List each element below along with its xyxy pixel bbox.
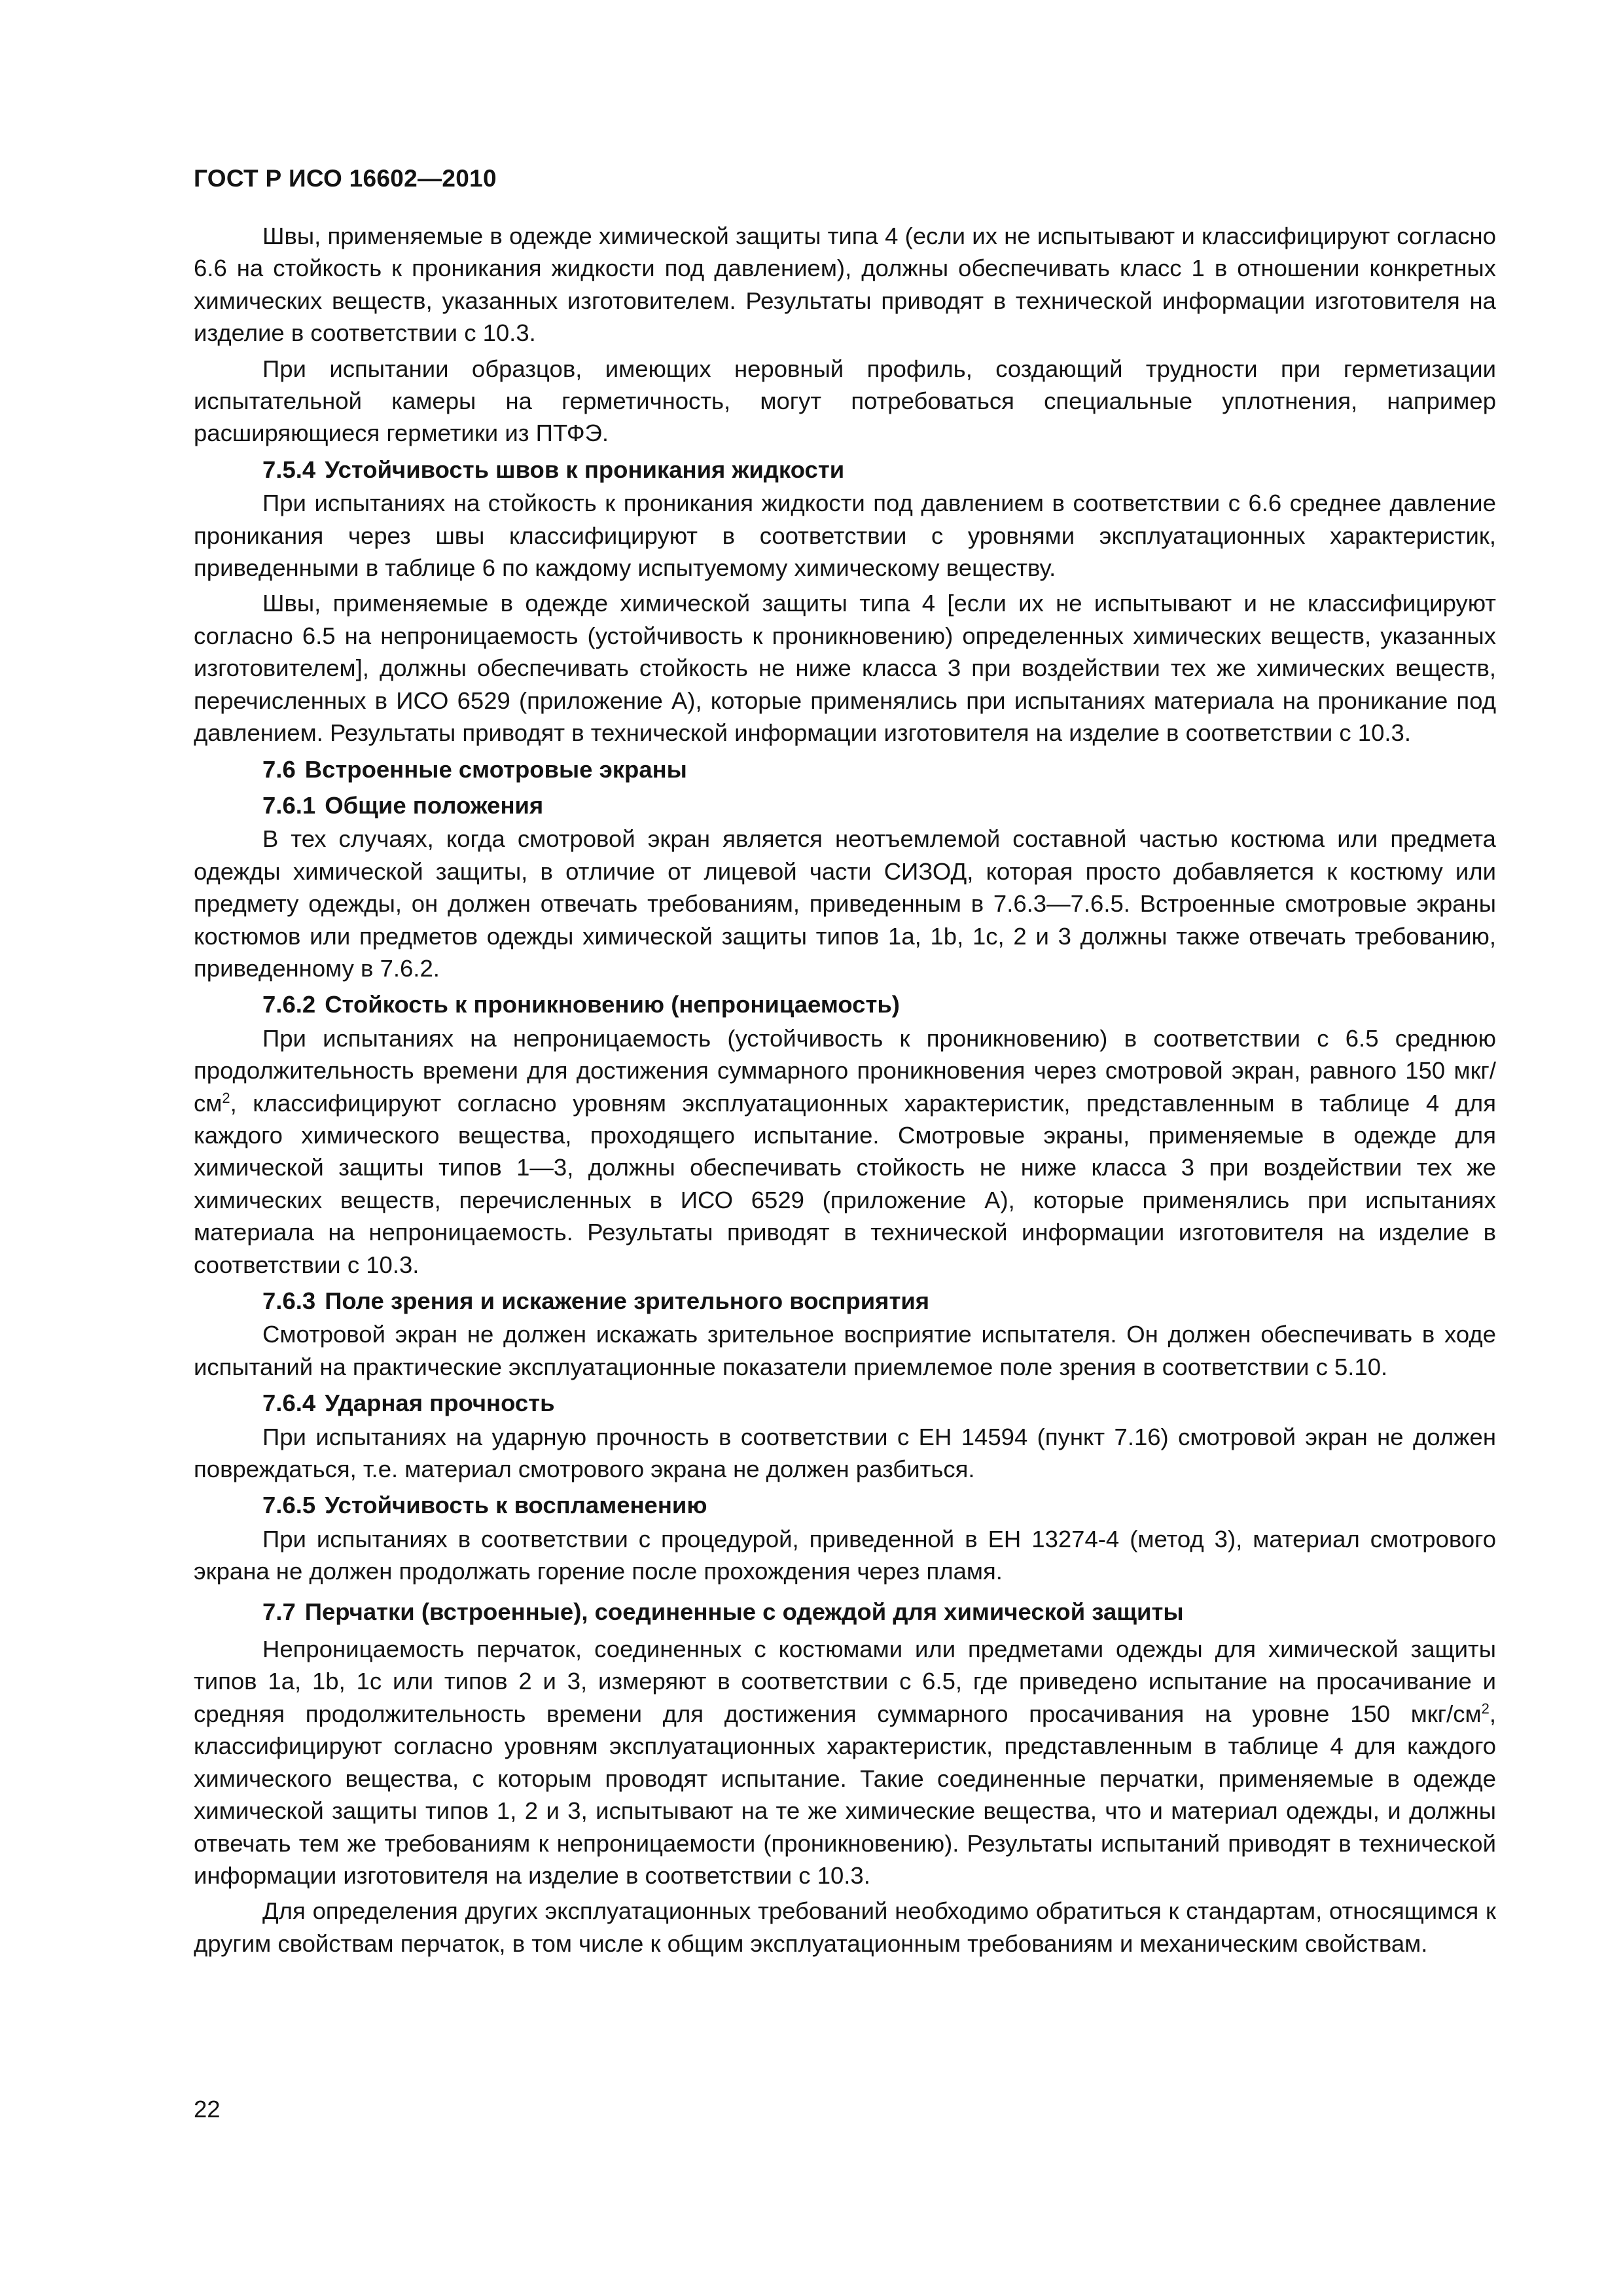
paragraph: При испытаниях на ударную прочность в соответствии с ЕН 14594 (пункт 7.16) смотровой экран не должен повреждаться, т.е. материал смотрового экрана не должен разбиться.	[194, 1423, 1496, 1483]
section-title: Поле зрения и искажение зрительного восприятия	[325, 1287, 930, 1314]
section-heading-7-6-3	[194, 1285, 1496, 1317]
section-heading-7-7	[194, 1596, 1496, 1628]
section-heading-7-6-2	[194, 988, 1496, 1020]
paragraph-text: , классифицируют согласно уровням эксплуатационных характеристик, представленным в таблице 4 для каждого химического вещества, с которым проводят испытание. Такие соединенные перчатки, применяемые в одежде химической защиты типов 1, 2 и 3, испытывают на те же химические вещества, что и материал одежды, и должны отвечать тем же требованиям к непроницаемости (проникновению). Результаты испытаний приводят в технической информации изготовителя на изделие в соответствии с 10.3.	[194, 1700, 1496, 1889]
section-number: 7.6.3	[262, 1287, 316, 1314]
section-title: Общие положения	[325, 791, 544, 819]
paragraph-text: Непроницаемость перчаток, соединенных с костюмами или предметами одежды для химической защиты типов 1a, 1b, 1c или типов 2 и 3, измеряют в соответствии с 6.5, где приведено испытание на просачивание и средняя продолжительность времени для достижения суммарного просачивания на уровне 150 мкг/см	[194, 1636, 1496, 1727]
paragraph: Швы, применяемые в одежде химической защиты типа 4 (если их не испытывают и классифицируют согласно 6.6 на стойкость к проникания жидкости под давлением), должны обеспечивать класс 1 в отношении конкретных химических веществ, указанных изготовителем. Результаты приводят в технической информации изготовителя на изделие в соответствии с 10.3.	[194, 223, 1496, 347]
paragraph: Смотровой экран не должен искажать зрительное восприятие испытателя. Он должен обеспечивать в ходе испытаний на практические эксплуатационные показатели приемлемое поле зрения в соответствии с 5.10.	[194, 1321, 1496, 1380]
section-number: 7.6.1	[262, 791, 316, 819]
section-title: Встроенные смотровые экраны	[304, 755, 687, 783]
section-heading-7-6-1	[194, 789, 1496, 821]
section-heading-7-5-4	[194, 454, 1496, 486]
section-number: 7.6.2	[262, 991, 316, 1018]
superscript: 2	[222, 1089, 230, 1106]
paragraph: В тех случаях, когда смотровой экран является неотъемлемой составной частью костюма или предмета одежды химической защиты, в отличие от лицевой части СИЗОД, которая просто добавляется к костюму или предмету одежды, он должен отвечать требованиям, приведенным в 7.6.3—7.6.5. Встроенные смотровые экраны костюмов или предметов одежды химической защиты типов 1a, 1b, 1c, 2 и 3 должны также отвечать требованию, приведенному в 7.6.2.	[194, 825, 1496, 982]
paragraph: При испытаниях в соответствии с процедурой, приведенной в ЕН 13274-4 (метод 3), материал смотрового экрана не должен продолжать горение после прохождения через пламя.	[194, 1525, 1496, 1585]
paragraph: Швы, применяемые в одежде химической защиты типа 4 [если их не испытывают и не классифицируют согласно 6.5 на непроницаемость (устойчивость к проникновению) определенных химических веществ, указанных изготовителем], должны обеспечивать стойкость не ниже класса 3 при воздействии тех же химических веществ, перечисленных в ИСО 6529 (приложение А), которые применялись при испытаниях материала на проникание под давлением. Результаты приводят в технической информации изготовителя на изделие в соответствии с 10.3.	[194, 590, 1496, 747]
paragraph: При испытании образцов, имеющих неровный профиль, создающий трудности при герметизации испытательной камеры на герметичность, могут потребоваться специальные уплотнения, например расширяющиеся герметики из ПТФЭ.	[194, 355, 1496, 447]
section-heading-7-6-5	[194, 1489, 1496, 1521]
paragraph-text: При испытаниях на непроницаемость (устойчивость к проникновению) в соответствии с 6.5 среднюю продолжительность времени для достижения суммарного проникновения через смотровой экран, равного 150 мкг/см	[194, 1024, 1496, 1117]
document-page	[194, 162, 1496, 1963]
section-title: Ударная прочность	[325, 1390, 555, 1417]
section-number: 7.6.4	[262, 1390, 316, 1417]
section-number: 7.5.4	[262, 456, 316, 483]
paragraph	[194, 1633, 1496, 1892]
page-number: 22	[194, 2096, 221, 2123]
section-number: 7.7	[262, 1598, 296, 1625]
paragraph: При испытаниях на стойкость к проникания жидкости под давлением в соответствии с 6.6 среднее давление проникания через швы классифицируют в соответствии с уровнями эксплуатационных характеристик, приведенными в таблице 6 по каждому испытуемому химическому веществу.	[194, 490, 1496, 582]
section-title: Устойчивость швов к проникания жидкости	[325, 456, 845, 483]
section-number: 7.6.5	[262, 1492, 316, 1519]
section-title: Перчатки (встроенные), соединенные с одеждой для химической защиты	[304, 1598, 1184, 1625]
document-header: ГОСТ Р ИСО 16602—2010	[194, 165, 497, 192]
superscript: 2	[1481, 1700, 1489, 1717]
section-heading-7-6-4	[194, 1387, 1496, 1419]
section-number: 7.6	[262, 755, 296, 783]
section-heading-7-6	[194, 753, 1496, 785]
paragraph: Для определения других эксплуатационных требований необходимо обратиться к стандартам, относящимся к другим свойствам перчаток, в том числе к общим эксплуатационным требованиям и механическим свойствам.	[194, 1897, 1496, 1957]
paragraph-text: , классифицируют согласно уровням эксплуатационных характеристик, представленным в таблице 4 для каждого химического вещества, проходящего испытание. Смотровые экраны, применяемые в одежде для химической защиты типов 1—3, должны обеспечивать стойкость не ниже класса 3 при воздействии тех же химических веществ, перечисленных в ИСО 6529 (приложение А), которые применялись при испытаниях материала на непроницаемость. Результаты приводят в технической информации изготовителя на изделие в соответствии с 10.3.	[194, 1089, 1496, 1278]
section-title: Устойчивость к воспламенению	[325, 1492, 707, 1519]
section-title: Стойкость к проникновению (непроницаемость)	[325, 991, 900, 1018]
paragraph	[194, 1022, 1496, 1281]
